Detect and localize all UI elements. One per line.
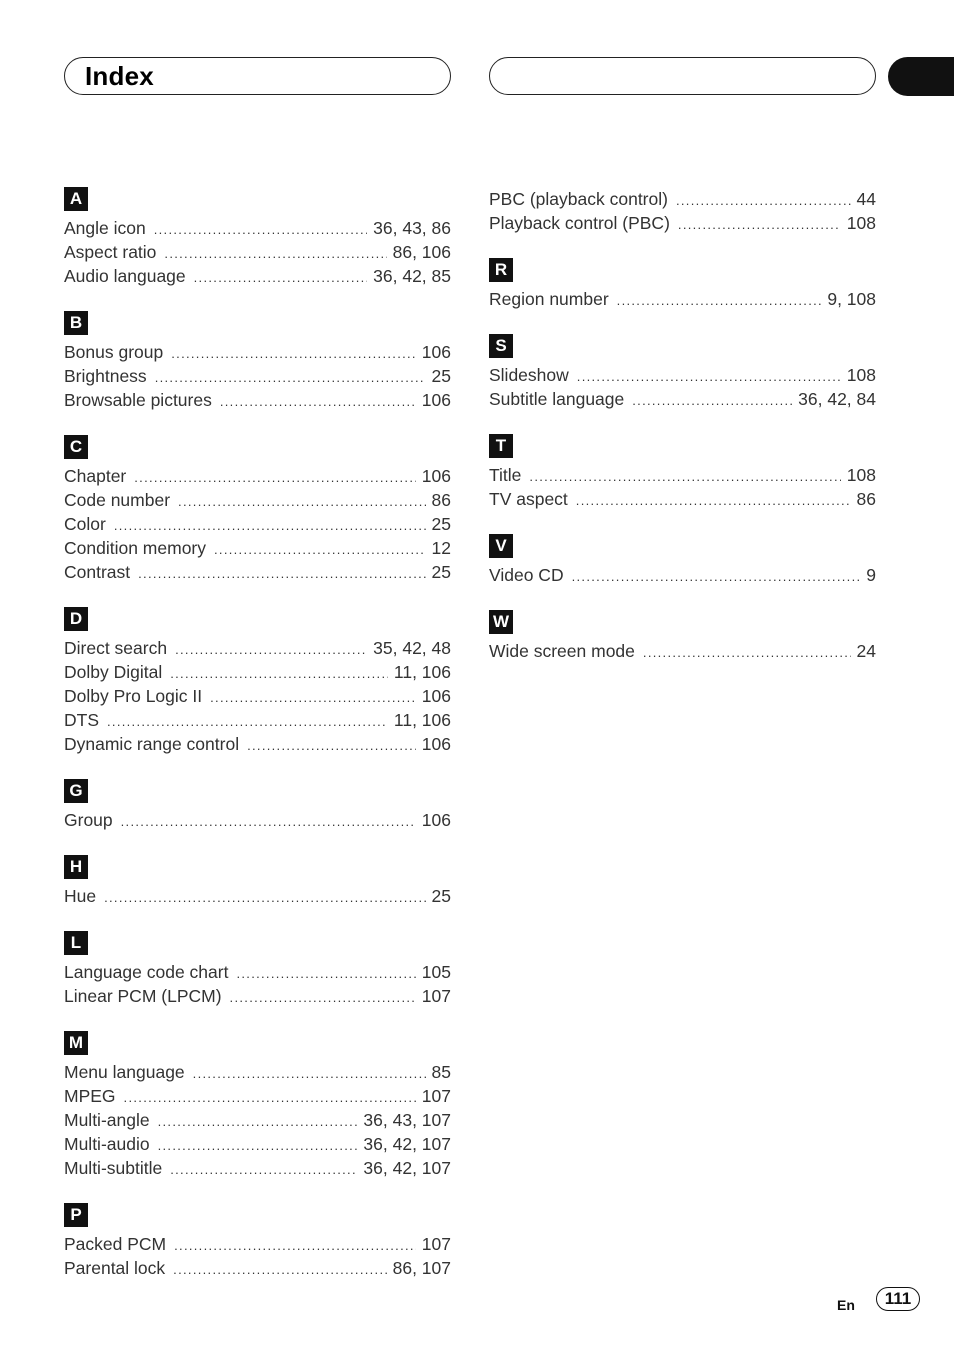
chapter-header-box	[489, 57, 876, 95]
dot-leader	[643, 641, 851, 665]
page-references: 107	[421, 1086, 451, 1106]
index-term: Dolby Pro Logic II	[64, 686, 203, 706]
index-entry	[64, 1084, 451, 1108]
index-section	[64, 435, 451, 584]
dot-leader	[121, 810, 416, 834]
index-section	[489, 258, 876, 311]
index-term: Hue	[64, 886, 97, 906]
dot-leader	[138, 562, 425, 586]
dot-leader	[104, 886, 425, 910]
page-references: 108	[846, 465, 876, 485]
entry-list	[64, 808, 451, 832]
index-term: Direct search	[64, 638, 168, 658]
page-references: 35, 42, 48	[373, 638, 451, 658]
page-title-box	[64, 57, 451, 95]
index-entry	[64, 1232, 451, 1256]
dot-leader	[164, 242, 386, 266]
entry-list	[64, 340, 451, 412]
dot-leader	[175, 638, 367, 662]
index-term: Multi-angle	[64, 1110, 150, 1130]
page-references: 107	[421, 1234, 451, 1254]
index-term: Dynamic range control	[64, 734, 240, 754]
dot-leader	[230, 986, 416, 1010]
index-term: Region number	[489, 289, 609, 309]
page-title: Index	[85, 61, 154, 91]
index-column-left	[64, 187, 451, 1280]
index-entry	[64, 732, 451, 756]
dot-leader	[678, 213, 841, 237]
page-references: 108	[846, 213, 876, 233]
page-references: 86	[856, 489, 876, 509]
index-entry	[64, 1256, 451, 1280]
dot-leader	[193, 1062, 426, 1086]
index-section	[489, 610, 876, 663]
dot-leader	[576, 489, 851, 513]
page-references: 106	[421, 734, 451, 754]
index-entry	[64, 1060, 451, 1084]
index-term: Angle icon	[64, 218, 146, 238]
dot-leader	[107, 710, 388, 734]
index-term: Condition memory	[64, 538, 206, 558]
page-references: 106	[421, 686, 451, 706]
index-entry	[64, 1132, 451, 1156]
index-term: Menu language	[64, 1062, 185, 1082]
page-references: 106	[421, 810, 451, 830]
index-section	[64, 1203, 451, 1280]
index-term: Packed PCM	[64, 1234, 167, 1254]
index-entry	[489, 211, 876, 235]
dot-leader	[194, 266, 368, 290]
page-references: 12	[431, 538, 451, 558]
section-letter: A	[64, 187, 88, 211]
index-entry	[64, 216, 451, 240]
index-entry	[64, 464, 451, 488]
dot-leader	[154, 218, 367, 242]
index-entry	[489, 387, 876, 411]
index-term: PBC (playback control)	[489, 189, 668, 209]
dot-leader	[170, 662, 388, 686]
section-letter: G	[64, 779, 88, 803]
index-term: Title	[489, 465, 522, 485]
dot-leader	[529, 465, 840, 489]
page-references: 25	[431, 562, 451, 582]
index-entry	[489, 463, 876, 487]
dot-leader	[173, 1258, 386, 1282]
entry-list	[489, 187, 876, 235]
index-entry	[64, 1108, 451, 1132]
dot-leader	[171, 342, 416, 366]
index-term: Group	[64, 810, 113, 830]
dot-leader	[676, 189, 851, 213]
index-term: Audio language	[64, 266, 186, 286]
index-term: Slideshow	[489, 365, 569, 385]
dot-leader	[577, 365, 841, 389]
page-references: 86, 106	[392, 242, 451, 262]
index-section	[64, 855, 451, 908]
index-term: Playback control (PBC)	[489, 213, 670, 233]
page-references: 107	[421, 986, 451, 1006]
index-entry	[64, 708, 451, 732]
section-letter: S	[489, 334, 513, 358]
page-references: 36, 42, 107	[363, 1158, 451, 1178]
dot-leader	[572, 565, 861, 589]
section-letter: P	[64, 1203, 88, 1227]
footer-language: En	[837, 1297, 855, 1313]
index-term: Linear PCM (LPCM)	[64, 986, 222, 1006]
page-references: 9, 108	[827, 289, 876, 309]
page-references: 106	[421, 390, 451, 410]
section-letter: T	[489, 434, 513, 458]
index-entry	[489, 639, 876, 663]
index-term: Subtitle language	[489, 389, 625, 409]
index-term: Aspect ratio	[64, 242, 157, 262]
dot-leader	[124, 1086, 416, 1110]
index-entry	[64, 960, 451, 984]
entry-list	[64, 216, 451, 288]
page-references: 106	[421, 466, 451, 486]
page-number: 111	[876, 1287, 920, 1311]
dot-leader	[236, 962, 415, 986]
index-section	[64, 931, 451, 1008]
page-references: 25	[431, 514, 451, 534]
entry-list	[64, 960, 451, 1008]
page-references: 85	[431, 1062, 451, 1082]
index-entry	[489, 187, 876, 211]
index-term: Chapter	[64, 466, 127, 486]
index-section	[64, 1031, 451, 1180]
dot-leader	[178, 490, 425, 514]
dot-leader	[247, 734, 416, 758]
section-letter: D	[64, 607, 88, 631]
index-term: Browsable pictures	[64, 390, 212, 410]
dot-leader	[210, 686, 416, 710]
index-term: Wide screen mode	[489, 641, 635, 661]
index-entry	[64, 488, 451, 512]
index-entry	[64, 560, 451, 584]
entry-list	[64, 636, 451, 756]
index-entry	[489, 563, 876, 587]
page-references: 9	[866, 565, 876, 585]
chapter-tab	[888, 57, 954, 96]
index-section	[489, 334, 876, 411]
index-entry	[64, 240, 451, 264]
entry-list	[64, 884, 451, 908]
page-references: 86, 107	[392, 1258, 451, 1278]
dot-leader	[174, 1234, 416, 1258]
page-references: 44	[856, 189, 876, 209]
index-entry	[489, 287, 876, 311]
index-entry	[64, 1156, 451, 1180]
index-term: Color	[64, 514, 106, 534]
section-letter: M	[64, 1031, 88, 1055]
dot-leader	[170, 1158, 357, 1182]
entry-list	[64, 1232, 451, 1280]
index-term: Multi-audio	[64, 1134, 150, 1154]
index-entry	[64, 388, 451, 412]
entry-list	[64, 464, 451, 584]
dot-leader	[220, 390, 416, 414]
entry-list	[489, 639, 876, 663]
index-column-right	[489, 187, 876, 663]
entry-list	[489, 287, 876, 311]
section-letter: B	[64, 311, 88, 335]
dot-leader	[632, 389, 792, 413]
index-term: TV aspect	[489, 489, 568, 509]
index-term: DTS	[64, 710, 99, 730]
index-term: Parental lock	[64, 1258, 166, 1278]
entry-list	[489, 563, 876, 587]
index-term: Code number	[64, 490, 171, 510]
section-letter: C	[64, 435, 88, 459]
index-entry	[64, 984, 451, 1008]
page-references: 36, 43, 107	[363, 1110, 451, 1130]
page-references: 11, 106	[393, 662, 451, 682]
section-letter: H	[64, 855, 88, 879]
index-section	[64, 187, 451, 288]
dot-leader	[134, 466, 416, 490]
dot-leader	[214, 538, 426, 562]
page-references: 106	[421, 342, 451, 362]
index-section	[489, 434, 876, 511]
section-letter: W	[489, 610, 513, 634]
page-references: 36, 42, 107	[363, 1134, 451, 1154]
index-term: Multi-subtitle	[64, 1158, 163, 1178]
index-entry	[64, 660, 451, 684]
index-section	[64, 311, 451, 412]
index-entry	[64, 636, 451, 660]
page-references: 108	[846, 365, 876, 385]
section-letter: V	[489, 534, 513, 558]
index-entry	[64, 512, 451, 536]
page-references: 11, 106	[393, 710, 451, 730]
dot-leader	[155, 366, 426, 390]
index-entry	[64, 340, 451, 364]
index-section	[64, 779, 451, 832]
index-entry	[64, 536, 451, 560]
page-references: 24	[856, 641, 876, 661]
section-letter: R	[489, 258, 513, 282]
index-section	[489, 187, 876, 235]
index-section	[64, 607, 451, 756]
dot-leader	[617, 289, 822, 313]
index-term: Brightness	[64, 366, 147, 386]
index-term: Bonus group	[64, 342, 164, 362]
index-term: MPEG	[64, 1086, 116, 1106]
page-references: 36, 42, 85	[373, 266, 451, 286]
page-references: 25	[431, 366, 451, 386]
page-references: 36, 42, 84	[798, 389, 876, 409]
index-term: Contrast	[64, 562, 131, 582]
dot-leader	[158, 1110, 358, 1134]
index-term: Video CD	[489, 565, 564, 585]
index-term: Language code chart	[64, 962, 229, 982]
page-references: 105	[421, 962, 451, 982]
index-entry	[64, 684, 451, 708]
index-term: Dolby Digital	[64, 662, 163, 682]
entry-list	[489, 363, 876, 411]
index-entry	[64, 364, 451, 388]
index-entry	[64, 808, 451, 832]
index-section	[489, 534, 876, 587]
section-letter: L	[64, 931, 88, 955]
index-entry	[64, 264, 451, 288]
dot-leader	[114, 514, 426, 538]
index-entry	[64, 884, 451, 908]
entry-list	[64, 1060, 451, 1180]
entry-list	[489, 463, 876, 511]
page-references: 86	[431, 490, 451, 510]
dot-leader	[158, 1134, 358, 1158]
page-references: 25	[431, 886, 451, 906]
index-entry	[489, 363, 876, 387]
page-references: 36, 43, 86	[373, 218, 451, 238]
index-entry	[489, 487, 876, 511]
